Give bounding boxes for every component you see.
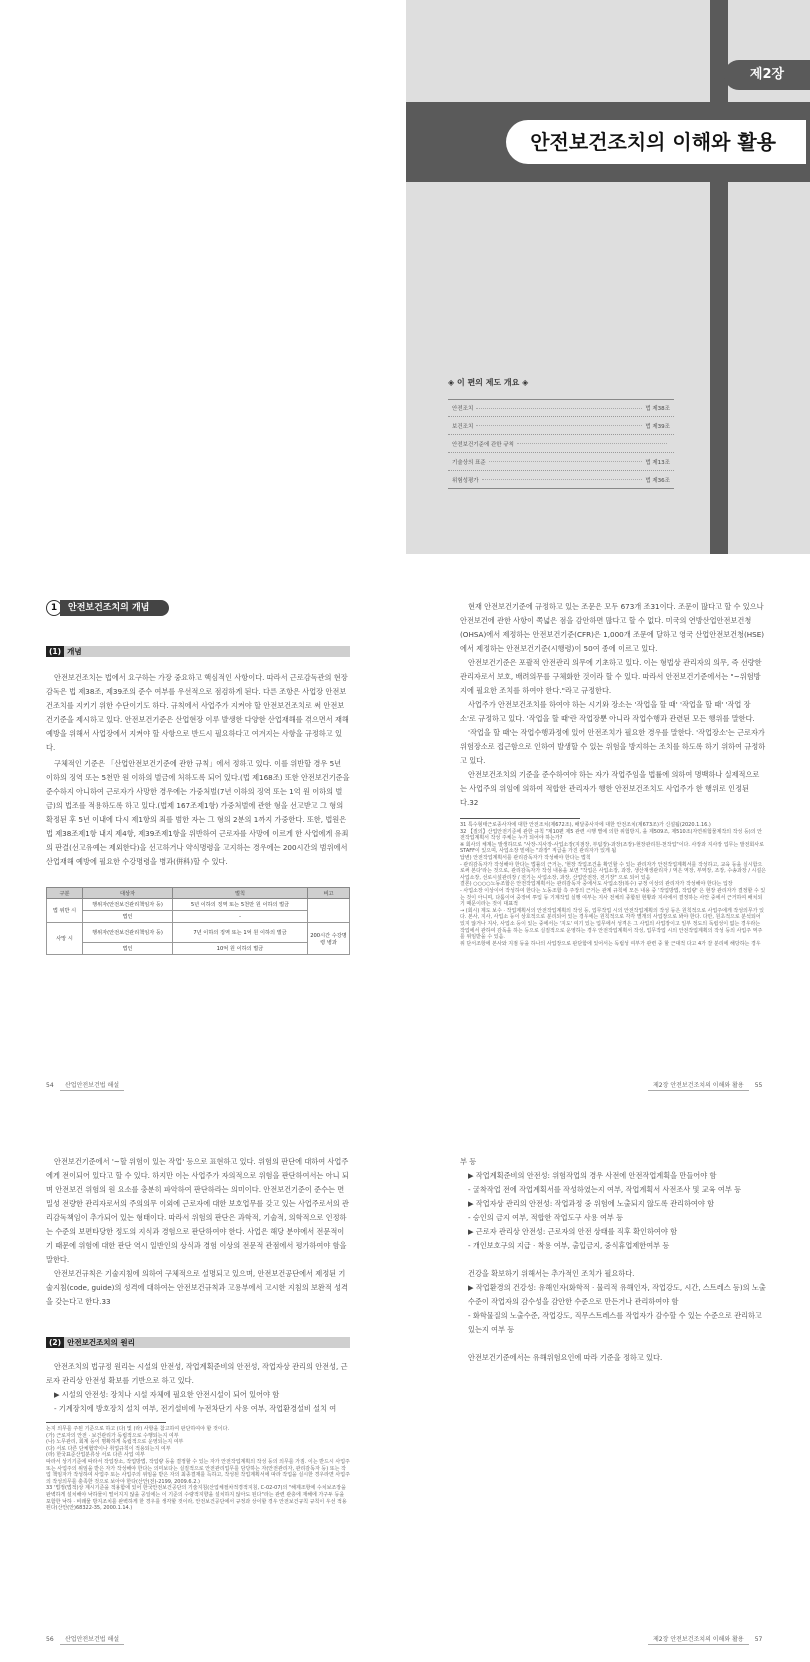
overview-ref: 법 제13조 xyxy=(645,459,670,466)
running-title: 산업안전보건법 해설 xyxy=(60,1079,124,1091)
overview-ref: 법 제36조 xyxy=(645,477,670,484)
paragraph: 현재 안전보건기준에 규정하고 있는 조문은 모두 673개 조31이다. 조문이 많다고 할 수 있으나 안전보건에 관한 사항이 쪽넓은 점을 감안하면 많다고 할 수 없다. 미국의 연방산업안전보건청(OHSA)에서 제정하는 안전보건기준(CFR)은 1,000개 조문에 달하고 영국 산업안전보건청(HSE)에서 제정하는 안전보건기준(시행령)이 50여 종에 이르고 있다. xyxy=(460,602,765,653)
footnotes xyxy=(46,1426,350,1512)
paragraph: 안전보건기준은 포괄적 안전관리 의무에 기초하고 있다. 이는 형법상 관리자의 의무, 즉 선량한 관리자로서 보호, 배려의무를 구체화한 것이라 할 수 있다. 따라서 안전보건기준에서는 "~위험방지에 필요한 조치를 하여야 한다."라고 규정한다. xyxy=(460,658,762,695)
footnote: (가) 근로자의 안전 · 보건관리가 독립적으로 수행되는지 여부 xyxy=(46,1432,179,1439)
footnote: - 사업소장 이상이어 작성하여 한다는 노동조합 측 주장의 근거는 관계 규칙에 모든 내용 중 '작업방법, 작업량' 은 현장 관리자가 결정할 수 있는 것이 아니며, 다툼이어 중장비 투입 등 기계작업 실행 여부는 지사 전체의 종합된 현황과 지사에서 결정하는 사안 중에서 근거하여 배치되기 때문이라는 것이 대표적 xyxy=(460,887,766,908)
table-cell: 행위자(안전보건관리책임자 등) xyxy=(83,899,173,911)
bullet-item: ▶ 작업자상 관리의 안전성: 작업과정 중 위험에 노출되지 않도록 관리하여야 함 xyxy=(468,1199,715,1208)
page-footer xyxy=(46,1633,124,1645)
footnote: (나) 노무관리, 회계 등이 명확하게 독립적으로 운영되는지 여부 xyxy=(46,1439,184,1446)
paragraph: 안전보건규칙은 기술지침에 의하여 구체적으로 설명되고 있으며, 안전보건공단에서 제정된 기술지침(code, guide)의 성격에 대하여는 안전보건규칙과 고용부에서 고시한 지침의 보완적 성격을 갖는다고 한다.33 xyxy=(46,1269,348,1306)
table-header: 대상자 xyxy=(83,888,173,899)
body-text xyxy=(46,1155,350,1309)
table-cell: 법인 xyxy=(83,943,173,955)
subsection-title: 개념 xyxy=(67,647,82,656)
overview-row xyxy=(448,453,674,471)
overview-row xyxy=(448,471,674,489)
leader-dots xyxy=(489,461,643,462)
table-row xyxy=(47,923,350,943)
table-cell: 법인 xyxy=(83,911,173,923)
dash-item: - 굴착작업 전에 작업계획서를 작성하였는지 여부, 작업계획서 사전조사 및 교육 여부 등 xyxy=(468,1185,742,1194)
paragraph: 안전보건기준에서는 유해위험요인에 따라 기준을 정하고 있다. xyxy=(468,1353,663,1362)
subsection-number: (2) xyxy=(46,1337,64,1348)
penalty-table xyxy=(46,887,350,955)
page-56 xyxy=(46,1155,350,1512)
list-item: ▶ 작업환경의 건강성: 유해인자(화학적 · 물리적 유해인자, 작업강도, 시간, 스트레스 등)의 노출수준이 작업자의 감수성을 감안한 수준으로 만든거나 관리하여야 함 xyxy=(468,1283,766,1306)
overview-label: 안전보건기준에 관한 규칙 xyxy=(452,441,514,448)
footnote: - 관리감독자가 작성해야 한다는 법률의 근거는, '현장 작업조건을 확인할 수 있는 관리자가 안전작업계획서를 작성하고, 교육 등을 실시함으로써 본다'라는 것으로, 관리감독자가 작성 내용을 보면 "작업은 사업소장, 과장, 생산재생관리자 / 역은 역장, 부역장, 조장, 수송과장 / 시설은 사업소장, 선로시설관리장 / 전기는 사업소장, 과장, 산업안전장, 전기장" 으로 되어 있음 xyxy=(460,861,767,881)
section-number: 1 xyxy=(46,600,62,616)
overview-label: 안전조치 xyxy=(452,406,474,412)
section-title: 안전보건조치의 개념 xyxy=(60,600,169,616)
footnote: 33 '법정(법적)상 계시기준을 적용함에 있어 한국안전보건공단의 기술지침(산업체절차적경적지침, C-02-07)의 "해제조항에 수치보조장을 완벽하게 설치해야 낙하물이 떨어지지 않을 공일에는 이 기준의 수량적지향을 설치하지 않아도 된다"라는 관련 관층에 재해에 가구두 등을 포함한 낙하 · 비래물 방지조치를 완벽하게 한 경우를 생각할 것이라, 안전보건공단에서 규정과 상이할 경우 안전보건규칙 규칙이 우선 적용된다(산안(안)68322-35, 2000.1.14.) xyxy=(46,1485,347,1512)
chapter-cover xyxy=(406,0,810,554)
table-row xyxy=(47,943,350,955)
page-number: 55 xyxy=(754,1081,763,1089)
footnote: 31 특수형태근로종사자에 대한 안전조치(제672조), 배달종사자에 대한 안전조치(제673조)가 신설됨(2020.1.16.) xyxy=(460,822,711,828)
leader-dots xyxy=(482,479,643,480)
table-cell: 사망 시 xyxy=(47,923,83,955)
footnote: 32 【질의】산업안전기준에 관한 규칙 "제10편 제5 관련 시행 별에 의한 위험방지, 을 제509조, 제510조(자연위험물제작의 작성 등)의 안전작업계획서 작성 주체는 누가 되어야 하는가? xyxy=(460,828,762,842)
subsection-title: 안전보건조치의 원리 xyxy=(67,1338,135,1347)
footnote: 논지 의무를 주된 기준으로 하고 (다) 및 (라) 사항을 참고하여 판단하여야 할 것이다. xyxy=(46,1426,230,1432)
overview-list xyxy=(448,399,674,491)
subsection-heading xyxy=(46,1337,350,1348)
table-header: 비고 xyxy=(308,888,350,899)
footnote: ※ 회사의 체계는 발생하므로 "사장-지사장-사업소장(지점장, 부팀장)-과장(조장)-현장관리원-천작업"이다. 사장과 지사장 업무는 발전회사로 STAFF이 있으며, 사업소장 밑에는 "과장" 직급을 가진 관리자가 있게 됨 xyxy=(460,841,764,855)
overview-label: 기술상의 표준 xyxy=(452,459,486,466)
footnote-rule xyxy=(46,1422,166,1423)
overview-row xyxy=(448,417,674,435)
overview-row xyxy=(448,399,674,417)
paragraph: 안전보건조치의 기준을 준수하여야 하는 자가 작업주임을 법률에 의하여 명백하나 실제적으로는 사업주의 위임에 의하여 적합한 관리자가 행한 안전보건조치도 사업주가 한 행위로 인정된다.32 xyxy=(460,770,760,807)
chapter-title: 안전보건조치의 이해와 활용 xyxy=(506,120,806,164)
table-cell xyxy=(308,899,350,923)
overview-ref: 법 제39조 xyxy=(645,423,670,430)
table-cell: 행위자(안전보건관리책임자 등) xyxy=(83,923,173,943)
table-row xyxy=(47,911,350,923)
criteria-list xyxy=(460,1155,766,1253)
overview-title: ◈ 이 편의 제도 개요 ◈ xyxy=(448,378,529,387)
body-text xyxy=(460,1267,766,1281)
footnote-rule xyxy=(460,818,580,819)
text-line: 부 등 xyxy=(460,1157,477,1166)
table-cell: - xyxy=(173,911,308,923)
table-header: 구분 xyxy=(47,888,83,899)
paragraph: 안전조치의 법규정 원리는 시설의 안전성, 작업계획준비의 안전성, 작업자상 관리의 안전성, 근로자 관리상 안전성 확보를 기반으로 하고 있다. xyxy=(46,1362,348,1385)
table-cell: 5년 이하의 징역 또는 5천만 원 이하의 벌금 xyxy=(173,899,308,911)
table-cell: 200시간 수강명령 병과 xyxy=(308,923,350,955)
running-title: 산업안전보건법 해설 xyxy=(60,1633,124,1645)
table-cell: 7년 이하의 징역 또는 1억 원 이하의 벌금 xyxy=(173,923,308,943)
bullet-item: ▶ 작업계획준비의 안전성: 위험작업의 경우 사전에 안전작업계획을 만들어야 함 xyxy=(468,1171,717,1180)
list-item: - 기계장치에 방호장치 설치 여부, 전기설비에 누전차단기 사용 여부, 작업환경설비 설치 여 xyxy=(54,1404,337,1413)
overview-row xyxy=(448,435,674,453)
body-text xyxy=(460,600,766,810)
paragraph: 안전보건기준에서 '~할 위험이 있는 작업' 등으로 표현하고 있다. 위험의 판단에 대하여 사업주에게 전이되어 있다고 할 수 있다. 하지만 이는 사업주가 자의적으로 위험을 판단하여서는 아니 되며 안전보건 위험의 원 요소를 충분히 파악하여 판단하라는 의미이다. 안전보건기준이 준수는 면밀성 전량한 관리자로서의 주의의무 이외에 근로자에 대한 보호업무를 갖고 있는 사업주로서의 관리감독책임이 추가되어 있는 형태이다. 따라서 위험의 판단은 과학적, 기술적, 의학적으로 인정하는 수준의 보편타당한 정도의 지식과 경험으로 판단하여야 한다. 사업은 해당 분야에서 전문적이기 때문에 위험에 대한 판단 역시 일반인의 상식과 경험 이상의 전문적 관점에서 평가하여야 함을 말한다. xyxy=(46,1157,349,1264)
table-cell: 10억 원 이하의 벌금 xyxy=(173,943,308,955)
page-55 xyxy=(460,600,766,947)
paragraph: 사업주가 안전보건조치를 하여야 하는 시기와 장소는 '작업을 할 때' '작업을 할 때' '작업 장소'로 규정하고 있다. '작업을 할 때'란 작업장뿐 아니라 작업수행과 관련된 모든 행위를 말한다. xyxy=(460,700,755,723)
footnotes xyxy=(460,822,766,947)
footnote: 따라서 상기기준에 따라서 작업장소, 작업방법, 작업량 등을 결정할 수 있는 자가 안전작업계획의 작성 등의 의무를 가짐. 이는 반드시 사업주 또는 사업주의 위임을 받은 자가 작성해야 한다는 의미보다는 실질적으로 안전관리업무를 담당하는 자(안전관리자, 관리감독자 등) 또는 작업 책임자가 작성하여 사업주 또는 사업주의 위임을 받은 자의 최종결재를 득하고, 작성된 작업계획서에 따라 작업을 실시한 경우라면 사업주의 작성의무를 충족한 것으로 보아야 한다(산안(전)-2199, 2009.6.2.) xyxy=(46,1458,350,1485)
paragraph: 안전보건조치는 법에서 요구하는 가장 중요하고 핵심적인 사항이다. 따라서 근로감독관의 현장 감독은 법 제38조, 제39조의 준수 여부를 우선적으로 점검하게 된다. 다른 조항은 사업장 안전보건조치를 지키기 위한 수단이기도 하다. 규칙에서 사업주가 지켜야 할 안전보건조치로 써 안전보건기준을 제시하고 있다. 안전보건기준은 산업현장 이루 발생한 다양한 산업재해를 겪으면서 재해예방을 위해서 사업장에서 지켜야 할 사항으로 반드시 필요하다고 여겨지는 사항을 규정하고 있다. xyxy=(46,673,349,752)
subsection-heading xyxy=(46,646,350,657)
table-header: 벌칙 xyxy=(173,888,308,899)
bullet-item: ▶ 근로자 관리상 안전성: 근로자의 안전 상태를 직후 확인하여야 함 xyxy=(468,1227,678,1236)
dash-item: - 승인의 금지 여부, 적합한 작업도구 사용 여부 등 xyxy=(468,1213,624,1222)
leader-dots xyxy=(476,425,642,426)
table-cell: 법 위반 시 xyxy=(47,899,83,923)
footnote: 답변) 안전작업계획서를 관리감독자가 작성해야 한다는 법칙 xyxy=(460,854,591,861)
paragraph: '작업을 할 때'는 작업수행과정에 있어 안전조치가 필요한 경우를 말한다. '작업장소'는 근로자가 위험장소로 접근함으로 인하여 발생할 수 있는 위험을 방지하는 조치를 하도록 하기 위하여 규정하고 있다. xyxy=(460,728,766,765)
dash-item: - 개인보호구의 지급 · 착용 여부, 출입금지, 중식휴업제한여부 등 xyxy=(468,1241,670,1250)
page-number: 57 xyxy=(754,1635,763,1643)
page-footer xyxy=(648,1633,769,1645)
body-text xyxy=(46,1360,350,1388)
list-item: ▶ 시설의 안전성: 장치나 시설 자체에 필요한 안전시설이 되어 있어야 함 xyxy=(54,1390,280,1399)
footnote: (라) 한국표준산업분류상 서로 다른 사업 여부 xyxy=(46,1452,145,1459)
leader-dots xyxy=(476,408,642,409)
page-footer xyxy=(648,1079,769,1091)
running-title: 제2장 안전보건조치의 이해와 활용 xyxy=(648,1079,749,1091)
section-heading xyxy=(46,600,350,616)
page-54 xyxy=(46,600,350,955)
chapter-tab: 제2장 xyxy=(724,60,810,90)
running-title: 제2장 안전보건조치의 이해와 활용 xyxy=(648,1633,749,1645)
overview-label: 보건조치 xyxy=(452,423,474,430)
page-number: 56 xyxy=(46,1635,54,1643)
list-item: - 화학물질의 노출수준, 작업강도, 직무스트레스를 작업자가 감수할 수 있는 수준으로 관리하고 있는지 여부 등 xyxy=(468,1311,762,1334)
cover-vertical-bar xyxy=(710,0,728,554)
page-footer xyxy=(46,1079,124,1091)
page-57 xyxy=(460,1155,766,1365)
table-row xyxy=(47,899,350,911)
footnote: (다) 서로 다른 단체협약이나 취업규칙이 적용되는지 여부 xyxy=(46,1445,171,1452)
body-text xyxy=(46,671,350,869)
body-text xyxy=(460,1351,766,1365)
footnote: → (회시) 제도 보수 · 작업계획서의 안전작업계획의 작성 등, 업무작업 시의 안전작업계획의 작성 등은 원칙적으로 사업주에게 작성의무가 있다. 본사, 지사, 사업소 등이 상호적으로 분리되어 있는 경우에는 원칙적으로 각각 별개의 사업장으로 봐야 한다. 다만, 원초적으로 분석되어 있지 않거나 지사, 사업소 등이 있는 중에서는 '지도' 여기 있는 업무에서 성격은 그 사업의 사업장이고 일부 정도의 독립성이 없는 경우라는 작업에서 관하여 감독을 하는 등으로 실질적으로 운영하는 경우 안전작업계획서 작성, 업무작업 시의 안전작업계획의 작성 등의 사업주 역주를 위임받을 수 있음. xyxy=(460,907,764,941)
subsection-number: (1) xyxy=(46,646,64,657)
paragraph: 구체적인 기준은 「산업안전보건기준에 관한 규칙」에서 정하고 있다. 이를 위반할 경우 5년 이하의 징역 또는 5천만 원 이하의 벌금에 처하도록 되어 있다.(법 제168조) 또한 안전보건기준을 준수하지 아니하여 근로자가 사망한 경우에는 가중처벌(7년 이하의 징역 또는 1억 원 이하의 벌금)의 법조를 적용하도록 하고 있다.(법제 167조제1항) 가중처벌에 관한 형을 선고받고 그 형의 확정된 후 5년 이내에 다시 제1항의 죄를 범한 자는 그 형의 2분의 1까지 가중한다. 또한, 법원은 법 제38조제1항 내지 제4항, 제39조제1항을 위반하여 근로자를 사망에 이르게 한 사업에게 유죄의 판결(선고유예는 제외한다)을 선고하거나 약식명령을 고지하는 경우에는 200시간의 범위에서 산업재해 예방에 필요한 수강명령을 병과(倂科)할 수 있다. xyxy=(46,759,350,866)
footnote: 결론) ○○○○노동조합은 안전작업계획서는 관리감독자 중에서도 사업소장(복수) 규정 이상의 관리자가 작성해야 한다는 입장 xyxy=(460,881,733,888)
leader-dots xyxy=(517,443,667,444)
footnote: 위 단서조항에 본사와 지점 등을 하나의 사업장으로 판단함에 있어서는 독립성 여부가 관련 중 할 근대적 다고 4가 잘 분리에 해당하는 경우 xyxy=(460,940,761,947)
page-number: 54 xyxy=(46,1081,54,1089)
overview-label: 위험성평가 xyxy=(452,477,479,484)
paragraph: 건강을 확보하기 위해서는 추가적인 조치가 필요하다. xyxy=(468,1269,635,1278)
overview-ref: 법 제38조 xyxy=(645,406,670,412)
